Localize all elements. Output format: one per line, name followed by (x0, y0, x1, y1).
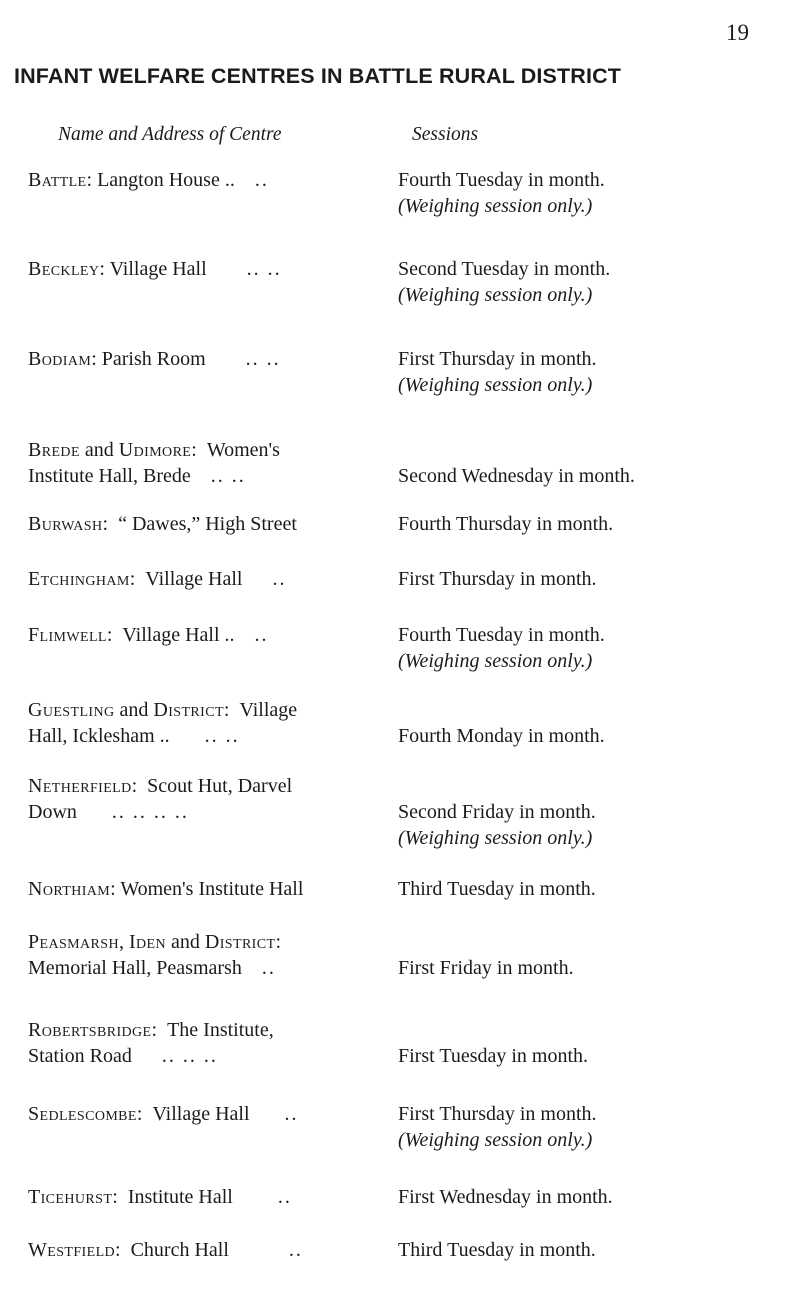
centre-address: Station Road (28, 1045, 132, 1067)
centre-name: Robertsbridge: The Institute, Station Road .. .. .. (28, 1019, 274, 1067)
centre-session (398, 1184, 794, 1210)
dot-leader: .. .. .. (161, 1045, 218, 1067)
place-name: Brede (28, 439, 80, 461)
centre-address: Memorial Hall, Peasmarsh (28, 957, 242, 979)
dot-leader: .. .. (245, 348, 281, 370)
centre-session (398, 697, 794, 749)
session-text: First Wednesday in month. (398, 1186, 613, 1208)
dot-leader: .. .. .. .. (111, 801, 189, 823)
centre-address: “ Dawes,” High Street (118, 513, 297, 535)
dot-leader: .. .. (210, 465, 246, 487)
centre-name: Bodiam: Parish Room .. .. (28, 348, 281, 370)
session-note: (Weighing session only.) (398, 1129, 593, 1151)
session-text: Second Wednesday in month. (398, 465, 635, 487)
centre-address: Scout Hut, Darvel (147, 775, 293, 797)
place-name: Burwash (28, 513, 103, 535)
place-name: Netherfield (28, 775, 132, 797)
centre-session (398, 1237, 794, 1263)
dot-leader: .. (288, 1239, 303, 1261)
centre-name: Netherfield: Scout Hut, Darvel Down .. .. .. .. (28, 775, 293, 823)
dot-leader: .. .. (246, 258, 282, 280)
session-text: First Friday in month. (398, 957, 574, 979)
session-text: First Thursday in month. (398, 1103, 597, 1125)
centre-address: Church Hall (130, 1239, 229, 1261)
centre-address: The Institute, (167, 1019, 274, 1041)
place-name: Udimore (118, 439, 192, 461)
centre-session (398, 1101, 794, 1153)
centre-session (398, 622, 794, 674)
centre-address: Village Hall (145, 568, 243, 590)
centre-name: Northiam: Women's Institute Hall (28, 878, 304, 900)
place-name: Sedlescombe (28, 1103, 137, 1125)
centre-address: Parish Room (101, 348, 206, 370)
dot-leader: .. (254, 169, 269, 191)
dot-leader: .. (254, 624, 269, 646)
centre-session (398, 876, 794, 902)
centre-name: Guestling and District: Village Hall, Icklesham .. .. .. (28, 699, 298, 747)
session-text: Fourth Thursday in month. (398, 513, 614, 535)
centre-address: Hall, Icklesham .. (28, 725, 170, 747)
centre-name: Brede and Udimore: Women's Institute Hall, Brede .. .. (28, 439, 280, 487)
session-note: (Weighing session only.) (398, 195, 593, 217)
centre-name: Battle: Langton House .. .. (28, 169, 269, 191)
centre-address: Village Hall .. (122, 624, 235, 646)
session-note: (Weighing session only.) (398, 827, 593, 849)
dot-leader: .. (272, 568, 287, 590)
centre-session (398, 167, 794, 219)
place-name: Etchingham (28, 568, 130, 590)
place-name: Westfield (28, 1239, 116, 1261)
session-text: Second Tuesday in month. (398, 258, 611, 280)
place-name: Peasmarsh (28, 931, 119, 953)
centre-session (398, 256, 794, 308)
centre-session (398, 346, 794, 398)
dot-leader: .. (277, 1186, 292, 1208)
page-title: INFANT WELFARE CENTRES IN BATTLE RURAL DISTRICT (14, 64, 622, 88)
dot-leader: .. (284, 1103, 299, 1125)
centre-address: Langton House .. (97, 169, 235, 191)
centre-name: Beckley: Village Hall .. .. (28, 258, 282, 280)
session-text: Fourth Tuesday in month. (398, 624, 605, 646)
centre-address: Institute Hall (127, 1186, 233, 1208)
place-name: Guestling (28, 699, 115, 721)
place-name: Northiam (28, 878, 111, 900)
session-text: Fourth Monday in month. (398, 725, 605, 747)
centre-name: Burwash: “ Dawes,” High Street (28, 513, 297, 535)
session-note: (Weighing session only.) (398, 284, 593, 306)
place-name: District (204, 931, 276, 953)
centre-address: Institute Hall, Brede (28, 465, 191, 487)
place-name: Bodiam (28, 348, 92, 370)
place-name: Battle (28, 169, 87, 191)
place-name: Ticehurst (28, 1186, 113, 1208)
centre-name: Peasmarsh, Iden and District: Memorial Hall, Peasmarsh .. (28, 931, 282, 979)
centre-session (398, 929, 794, 981)
centre-session (398, 437, 794, 489)
centre-name: Westfield: Church Hall .. (28, 1239, 303, 1261)
centre-session (398, 773, 794, 851)
centre-name: Flimwell: Village Hall .. .. (28, 624, 269, 646)
centre-address: Village Hall (152, 1103, 250, 1125)
session-text: First Thursday in month. (398, 568, 597, 590)
place-name: Robertsbridge (28, 1019, 152, 1041)
place-name: Flimwell (28, 624, 107, 646)
session-note: (Weighing session only.) (398, 374, 593, 396)
column-header-sessions: Sessions (412, 124, 479, 145)
centre-address: Women's Institute Hall (120, 878, 304, 900)
session-text: First Thursday in month. (398, 348, 597, 370)
place-name: District (153, 699, 224, 721)
centre-address: Village (239, 699, 298, 721)
centre-session (398, 566, 794, 592)
centre-session (398, 511, 794, 537)
session-note: (Weighing session only.) (398, 650, 593, 672)
centre-address: Women's (206, 439, 280, 461)
session-text: Second Friday in month. (398, 801, 596, 823)
centre-session (398, 1017, 794, 1069)
session-text: First Tuesday in month. (398, 1045, 589, 1067)
place-name: Beckley (28, 258, 100, 280)
place-name: Iden (128, 931, 167, 953)
session-text: Fourth Tuesday in month. (398, 169, 605, 191)
session-text: Third Tuesday in month. (398, 878, 596, 900)
centre-name: Sedlescombe: Village Hall .. (28, 1103, 299, 1125)
dot-leader: .. .. (204, 725, 240, 747)
page-number: 19 (726, 20, 749, 45)
centre-address: Village Hall (109, 258, 207, 280)
centre-name: Ticehurst: Institute Hall .. (28, 1186, 292, 1208)
session-text: Third Tuesday in month. (398, 1239, 596, 1261)
dot-leader: .. (261, 957, 276, 979)
centre-name: Etchingham: Village Hall .. (28, 568, 287, 590)
centre-address: Down (28, 801, 77, 823)
column-header-name: Name and Address of Centre (58, 124, 282, 145)
